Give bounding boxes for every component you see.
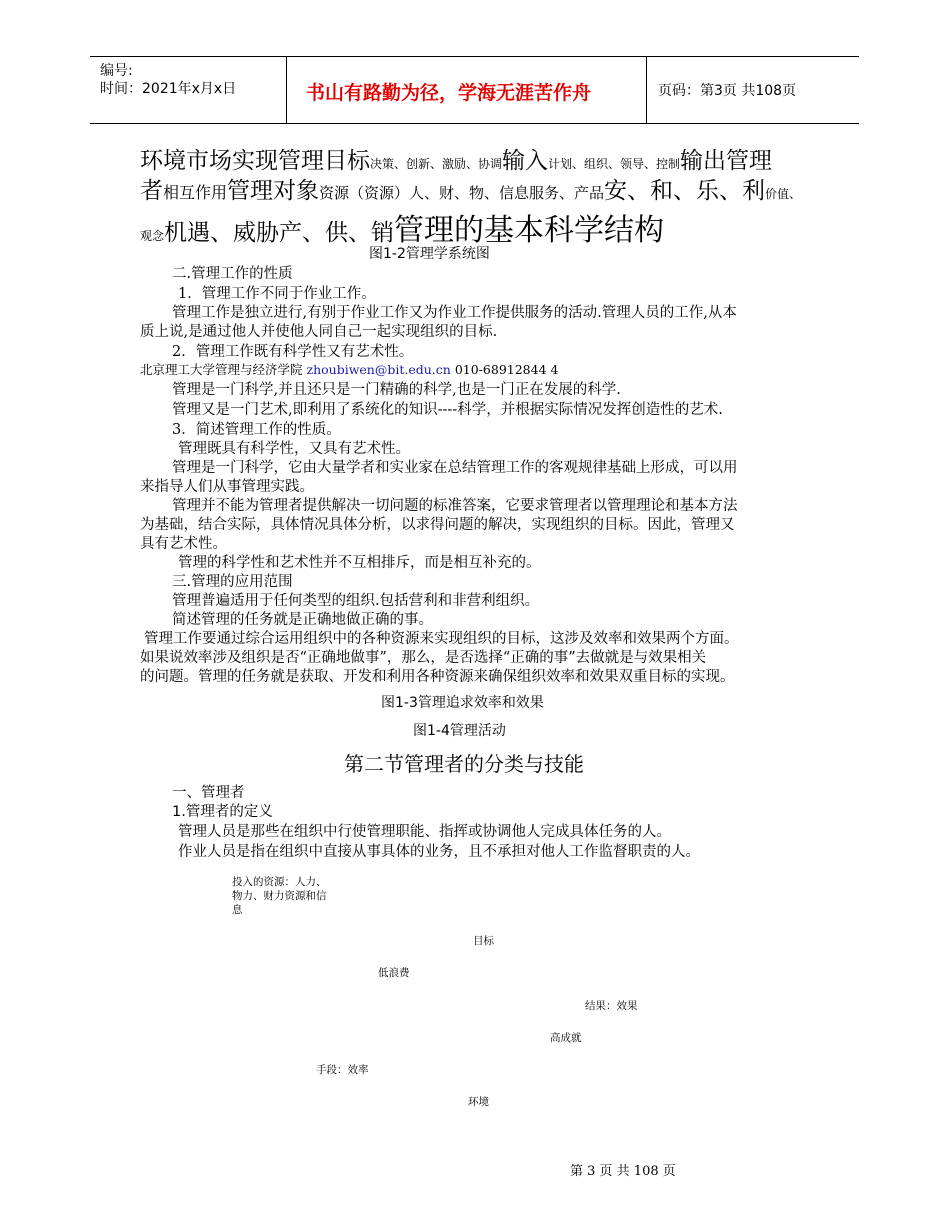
subsection-heading: 1.管理者的定义 (172, 804, 273, 820)
code-label: 编号: (100, 63, 133, 79)
list-item: 3．简述管理工作的性质。 (172, 422, 341, 438)
diagram-means-label: 手段：效率 (316, 1064, 369, 1076)
figure-caption (413, 720, 506, 740)
header-divider (646, 57, 647, 123)
diagram-result-label: 结果：效果 (585, 1000, 638, 1012)
text-run: 管理的基本科学结构 (394, 213, 665, 248)
paragraph-line: 管理普遍适用于任何类型的组织.包括营利和非营利组织。 (172, 593, 540, 609)
text-run: 机遇、威胁产、供、销 (164, 220, 395, 246)
text-run: 图 (381, 695, 395, 711)
paragraph-line: 管理又是一门艺术,即利用了系统化的知识----科学，并根据实际情况发挥创造性的艺术. (172, 402, 723, 418)
text-run: 者 (140, 178, 163, 204)
text-run: 管理对象 (227, 178, 320, 204)
paragraph-line: 如果说效率涉及组织是否“正确地做事”，那么，是否选择“正确的事”去做就是与效果相关 (140, 650, 707, 666)
diagram-goal-label: 目标 (473, 935, 494, 947)
text-run: 1-2 (383, 246, 406, 262)
text-run: 管理活动 (449, 723, 506, 739)
paragraph-line: 来指导人们从事管理实践。 (140, 479, 314, 495)
text-run: 决策、创新、激励、协调 (370, 157, 503, 171)
footer-contact (140, 360, 558, 378)
text-run: 物力、财力资源和信 (232, 890, 327, 902)
text-run: 息 (232, 904, 243, 916)
section-heading: 二.管理工作的性质 (172, 266, 293, 282)
text-run: 010-68912844 4 (454, 362, 559, 377)
paragraph-line: 简述管理的任务就是正确地做正确的事。 (172, 612, 433, 628)
figure-caption (381, 692, 544, 712)
header-divider (286, 57, 287, 123)
figure-caption (369, 243, 490, 263)
text-run: 环境市场实现管理目标 (140, 148, 370, 174)
text-run: 北京理工大学管理与经济学院 (140, 362, 303, 377)
paragraph-line: 管理是一门科学,并且还只是一门精确的科学,也是一门正在发展的科学. (172, 382, 621, 398)
chapter-heading: 第二节管理者的分类与技能 (344, 752, 584, 776)
email-link[interactable]: zhoubiwen@bit.edu.cn (306, 362, 451, 377)
text-run: 相互作用 (163, 183, 228, 202)
diagram-input-label (232, 875, 327, 917)
paragraph-line: 管理既具有科学性，又具有艺术性。 (178, 441, 410, 457)
section-heading: 三.管理的应用范围 (172, 574, 293, 590)
text-run: 管理追求效率和效果 (417, 695, 544, 711)
text-run: 观念 (140, 229, 165, 243)
list-item: 1．管理工作不同于作业工作。 (178, 286, 376, 302)
paragraph-line: 管理工作是独立进行,有别于作业工作又为作业工作提供服务的活动.管理人员的工作,从本 (172, 305, 737, 321)
diagram-high-achievement-label: 高成就 (550, 1032, 582, 1044)
paragraph-line: 管理是一门科学，它由大量学者和实业家在总结管理工作的客观规律基础上形成，可以用 (172, 460, 738, 476)
text-run: 计划、组织、领导、控制 (548, 157, 681, 171)
diagram-low-waste-label: 低浪费 (378, 967, 410, 979)
list-item: 2．管理工作既有科学性又有艺术性。 (172, 344, 414, 360)
paragraph-line: 质上说,是通过他人并使他人同自己一起实现组织的目标. (140, 324, 498, 340)
system-line-1 (140, 146, 772, 179)
diagram-environment-label: 环境 (468, 1096, 489, 1108)
text-run: 管理学系统图 (405, 246, 490, 262)
text-run: 输出管理 (680, 148, 773, 174)
text-run: 图 (369, 246, 383, 262)
paragraph-line: 具有艺术性。 (140, 536, 227, 552)
paragraph-line: 为基础，结合实际，具体情况具体分析，以求得问题的解决，实现组织的目标。因此，管理又 (140, 517, 735, 533)
text-run: 投入的资源：人力、 (232, 876, 327, 888)
paragraph-line: 作业人员是指在组织中直接从事具体的业务，且不承担对他人工作监督职责的人。 (178, 844, 700, 860)
paragraph-line: 管理工作要通过综合运用组织中的各种资源来实现组织的目标，这涉及效率和效果两个方面。 (144, 631, 739, 647)
text-run: 1-4 (427, 723, 450, 739)
paragraph-line: 管理人员是那些在组织中行使管理职能、指挥或协调他人完成具体任务的人。 (178, 824, 671, 840)
text-run: 资源（资源）人、财、物、信息服务、产品 (319, 184, 605, 202)
page-label: 页码：第3页 共108页 (658, 83, 797, 99)
text-run: 安、和、乐、利 (604, 178, 766, 204)
text-run: 价值、 (765, 187, 802, 201)
text-run: 输入 (502, 148, 549, 174)
paragraph-line: 管理并不能为管理者提供解决一切问题的标准答案，它要求管理者以管理理论和基本方法 (172, 498, 738, 514)
section-heading: 一、管理者 (172, 785, 245, 801)
paragraph-line: 的问题。管理的任务就是获取、开发和利用各种资源来确保组织效率和效果双重目标的实现。 (140, 669, 735, 685)
time-label: 时间：2021年x月x日 (100, 81, 237, 97)
text-run: 1-3 (395, 695, 418, 711)
motto: 书山有路勤为径，学海无涯苦作舟 (306, 82, 592, 104)
text-run: 图 (413, 723, 427, 739)
paragraph-line: 管理的科学性和艺术性并不互相排斥，而是相互补充的。 (178, 555, 541, 571)
page-footer: 第 3 页 共 108 页 (570, 1164, 676, 1179)
